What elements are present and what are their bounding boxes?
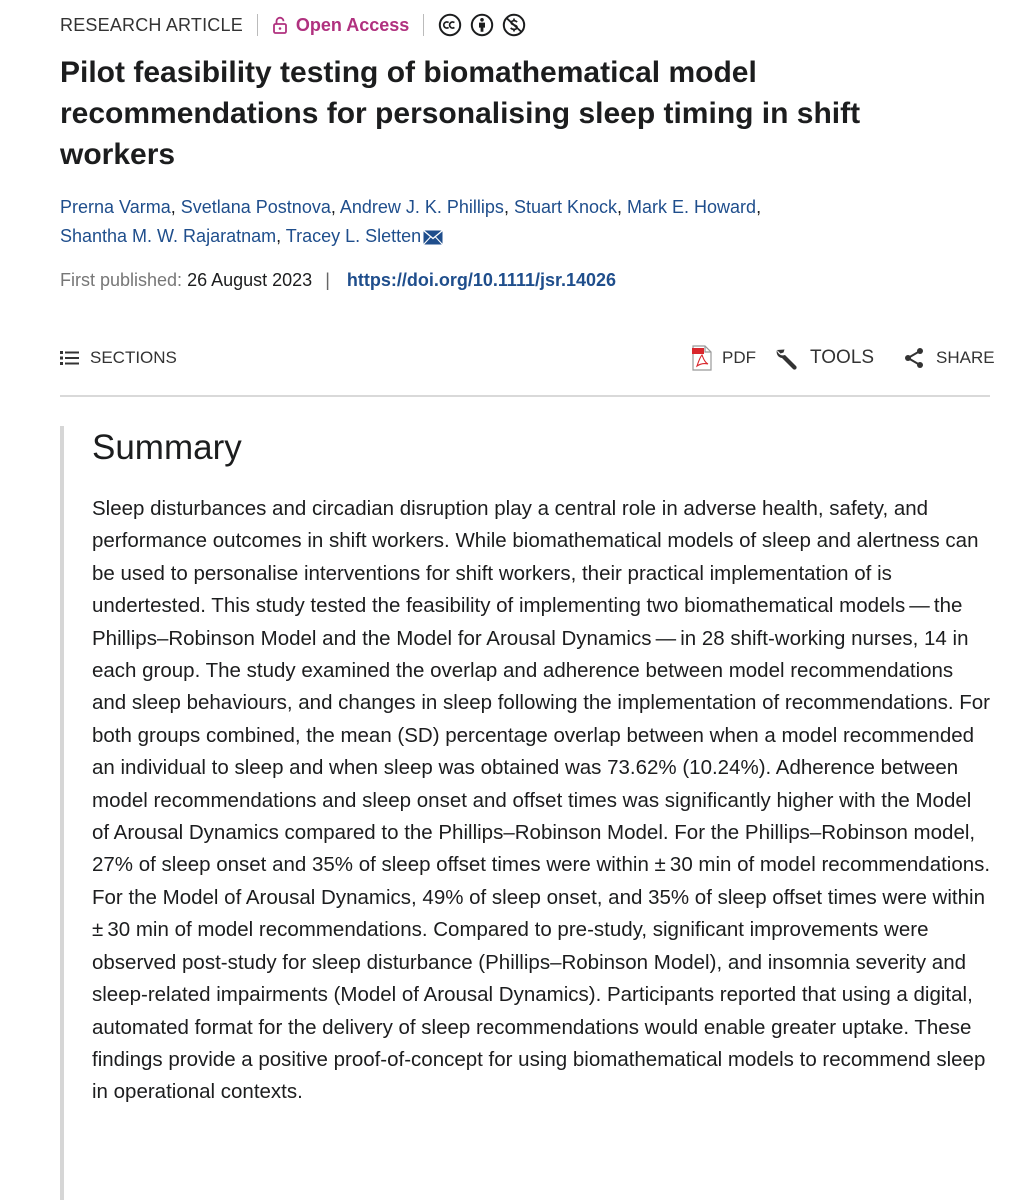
cc-icon — [438, 13, 462, 37]
summary-section — [60, 426, 994, 1200]
wrench-icon — [774, 345, 800, 371]
author-link[interactable]: Shantha M. W. Rajaratnam — [60, 226, 277, 246]
pdf-label: PDF — [722, 348, 756, 367]
license-icons[interactable] — [438, 13, 526, 37]
divider — [423, 14, 424, 36]
pdf-file-icon — [692, 345, 712, 371]
author-separator: , — [330, 197, 340, 217]
author-link[interactable]: Andrew J. K. Phillips — [339, 197, 504, 217]
open-access-badge[interactable] — [272, 15, 409, 36]
sections-button[interactable] — [60, 340, 177, 376]
share-icon — [902, 346, 926, 370]
divider — [257, 14, 258, 36]
list-icon — [60, 350, 80, 366]
publication-date: 26 August 2023 — [187, 270, 313, 290]
pdf-button[interactable] — [692, 340, 756, 376]
author-separator: , — [756, 197, 762, 217]
doi-link[interactable]: https://doi.org/10.1111/jsr.14026 — [346, 270, 617, 290]
nc-icon — [502, 13, 526, 37]
author-link[interactable]: Tracey L. Sletten — [285, 226, 422, 246]
by-icon — [470, 13, 494, 37]
author-link[interactable]: Stuart Knock — [513, 197, 618, 217]
article-title: Pilot feasibility testing of biomathematical model recommendations for personalising sleep timing in shift workers — [60, 56, 861, 171]
sections-label: SECTIONS — [90, 348, 177, 367]
tools-button[interactable] — [774, 340, 874, 376]
author-link[interactable]: Prerna Varma — [60, 197, 171, 217]
tools-label: TOOLS — [810, 347, 875, 368]
article-type-label: RESEARCH ARTICLE — [60, 14, 243, 35]
open-access-label: Open Access — [295, 14, 410, 35]
share-button[interactable] — [902, 340, 995, 376]
author-separator: , — [503, 197, 514, 217]
article-toolbar — [60, 340, 995, 376]
author-list — [60, 193, 960, 254]
divider — [60, 395, 990, 397]
publication-info — [60, 266, 616, 294]
author-separator: , — [276, 226, 286, 246]
author-separator: , — [617, 197, 628, 217]
share-label: SHARE — [936, 348, 995, 367]
author-separator: , — [170, 197, 181, 217]
envelope-icon[interactable] — [423, 225, 443, 254]
unlock-icon — [272, 16, 288, 34]
author-link[interactable]: Mark E. Howard — [627, 197, 757, 217]
summary-heading: Summary — [92, 428, 242, 467]
summary-text: Sleep disturbances and circadian disruption play a central role in adverse health, safety, and performance outcomes in shift workers. While biomathematical models of sleep and alertness can be used to personalise interventions for shift workers, their practical implementation of is undertested. This study tested the feasibility of implementing two biomathematical models — the Phillips–Robinson Model and the Model for Arousal Dynamics — in 28 shift-working nurses, 14 in each group. The study examined the overlap and adherence between model recommendations and sleep behaviours, and changes in sleep following the implementation of recommendations. For both groups combined, the mean (SD) percentage overlap between when a model recommended an individual to sleep and when sleep was obtained was 73.62% (10.24%). Adherence between model recommendations and sleep onset and offset times was significantly higher with the Model of Arousal Dynamics compared to the Phillips–Robinson Model. For the Phillips–Robinson model, 27% of sleep onset and 35% of sleep offset times were within ± 30 min of model recommendations. For the Model of Arousal Dynamics, 49% of sleep onset, and 35% of sleep offset times were within ± 30 min of model recommendations. Compared to pre-study, significant improvements were observed post-study for sleep disturbance (Phillips–Robinson Model), and insomnia severity and sleep-related impairments (Model of Arousal Dynamics). Participants reported that using a digital, automated format for the delivery of sleep recommendations would enable greater uptake. These findings provide a positive proof-of-concept for using biomathematical models to recommend sleep in operational contexts. — [92, 497, 991, 1104]
article-meta-row — [60, 12, 526, 38]
author-link[interactable]: Svetlana Postnova — [180, 197, 331, 217]
first-published-label: First published: — [60, 270, 183, 290]
divider: | — [325, 270, 330, 290]
